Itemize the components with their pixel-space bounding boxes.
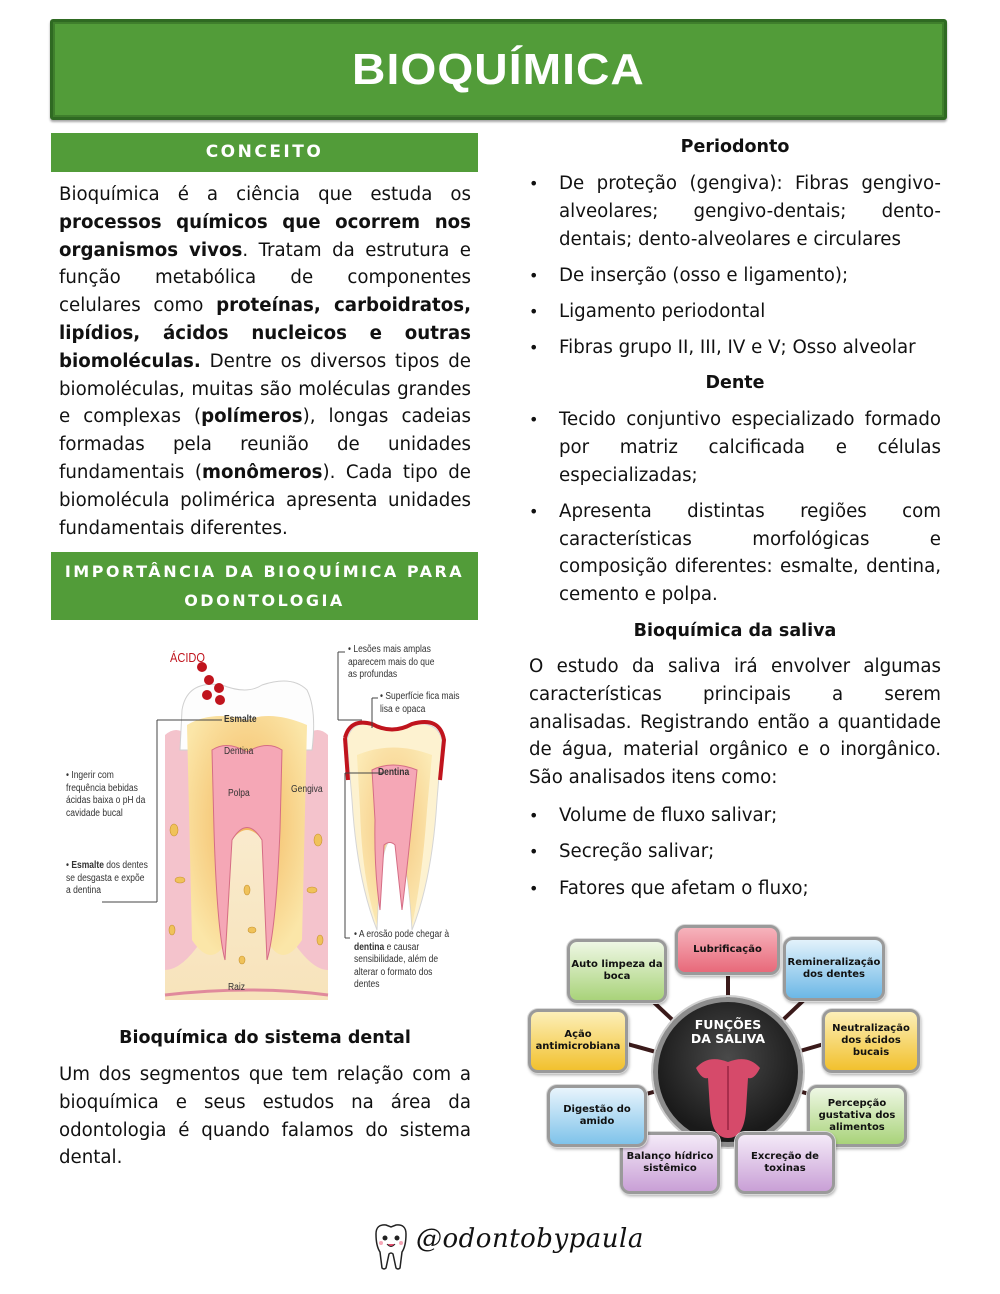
- section-header-conceito: CONCEITO: [51, 133, 478, 172]
- list-item: • Ligamento periodontal: [529, 298, 941, 326]
- section-header-line1: IMPORTÂNCIA DA BIOQUÍMICA PARA: [64, 562, 465, 581]
- conceito-segment: Dentre os diversos tipos de biomoléculas, muitas são moléculas grandes e complexas (: [59, 350, 471, 428]
- function-box-digestao: Digestão do amido: [547, 1085, 647, 1147]
- saliva-functions-diagram: [525, 925, 925, 1197]
- heading-dente: Dente: [705, 373, 765, 393]
- dente-list: [529, 406, 941, 618]
- conceito-segment: proteínas, carboidratos, lipídios, ácidos nucleicos e outras biomoléculas.: [59, 295, 471, 372]
- function-box-remineralizacao: Remineralização dos dentes: [783, 937, 885, 1001]
- saliva-paragraph: O estudo da saliva irá envolver algumas características principais a serem analisadas. Registrando então a quantidade de água, material orgânico e o inorgânico. São analisados itens como:: [529, 656, 941, 789]
- annotation-lesoes: • Lesões mais amplas aparecem mais do que as profundas: [348, 644, 435, 680]
- function-box-balanco: Balanço hídrico sistêmico: [620, 1132, 720, 1194]
- function-box-lubrificacao: Lubrificação: [675, 925, 780, 975]
- function-box-autolimpeza: Auto limpeza da boca: [567, 939, 667, 1003]
- list-item: • De inserção (osso e ligamento);: [529, 262, 941, 290]
- hub-title-line2: DA SALIVA: [690, 1031, 766, 1046]
- list-item: • Secreção salivar;: [529, 838, 941, 866]
- annotation-erosao: [354, 929, 454, 992]
- function-box-excrecao: Excreção de toxinas: [735, 1132, 835, 1194]
- conceito-segment: ). Cada tipo de biomolécula polimérica apresenta unidades fundamentais diferentes.: [59, 461, 471, 539]
- footer-brand: [368, 1218, 644, 1278]
- acid-label: ÁCIDO: [170, 650, 205, 665]
- heading-saliva: Bioquímica da saliva: [633, 621, 837, 641]
- annotation-superficie: • Superfície fica mais lisa e opaca: [380, 691, 460, 715]
- periodonto-list: [529, 170, 941, 371]
- hub-title-line1: FUNÇÕES: [694, 1017, 762, 1032]
- saliva-hub: [653, 997, 803, 1147]
- conceito-segment: monômeros: [202, 461, 323, 483]
- section-header-importancia: [51, 552, 478, 620]
- enamel-label: Esmalte: [224, 714, 257, 725]
- instagram-handle: @odontobypaula: [416, 1224, 644, 1254]
- saliva-list: [529, 802, 941, 911]
- annotation-erosao-bold: dentina: [354, 941, 385, 953]
- list-item: • Fibras grupo II, III, IV e V; Osso alveolar: [529, 334, 941, 362]
- conceito-segment: polímeros: [201, 406, 303, 428]
- heading-sistema-dental: Bioquímica do sistema dental: [119, 1028, 411, 1048]
- annotation-erosao-rest: e causar sensibilidade, além de alterar o formato dos dentes: [354, 941, 439, 990]
- conceito-segment: Bioquímica é a ciência que estuda os: [59, 184, 471, 205]
- hub-title: [658, 1018, 798, 1046]
- pulp-label: Polpa: [228, 788, 250, 799]
- annotation-esmalte-rest: dos dentes se desgasta e expõe a dentina: [66, 860, 148, 896]
- annotation-erosao-pre: • A erosão pode chegar à: [354, 929, 450, 940]
- list-item: • Tecido conjuntivo especializado formado por matriz calcificada e células especializadas;: [529, 406, 941, 489]
- function-box-antimicrobiana: Ação antimicrobiana: [528, 1009, 628, 1073]
- dentin-label: Dentina: [224, 746, 254, 757]
- section-header-line2: ODONTOLOGIA: [184, 591, 345, 610]
- annotation-esmalte: • Esmalte dos dentes se desgasta e expõe a dentina: [66, 860, 148, 896]
- conceito-segment: ), longas cadeias formadas pela reunião de unidades fundamentais (: [59, 406, 471, 483]
- heading-periodonto: Periodonto: [680, 137, 790, 157]
- function-box-neutralizacao: Neutralização dos ácidos bucais: [822, 1009, 920, 1073]
- tooth-mascot-icon: [370, 1222, 412, 1272]
- conceito-segment: . Tratam da estrutura e função metabólica de componentes celulares como: [59, 239, 471, 317]
- root-label: Raiz: [228, 982, 246, 993]
- function-box-percepcao: Percepção gustativa dos alimentos: [807, 1085, 907, 1147]
- tongue-icon: [688, 1050, 768, 1140]
- conceito-paragraph: [59, 181, 471, 542]
- list-item: • De proteção (gengiva): Fibras gengivo-alveolares; gengivo-dentais; dento-dentais; dento-alveolares e circulares: [529, 170, 941, 253]
- annotation-ingerir: • Ingerir com frequência bebidas ácidas baixa o pH da cavidade bucal: [66, 770, 146, 819]
- sistema-dental-paragraph: Um dos segmentos que tem relação com a bioquímica e seus estudos na área da odontologia é quando falamos do sistema dental.: [59, 1064, 471, 1169]
- list-item: • Apresenta distintas regiões com características morfológicas e composição diferentes: esmalte, dentina, cemento e polpa.: [529, 498, 941, 609]
- conceito-segment: processos químicos que ocorrem nos organismos vivos: [59, 211, 471, 261]
- tooth-erosion-illustration: [62, 640, 462, 1005]
- list-item: • Fatores que afetam o fluxo;: [529, 875, 941, 903]
- annotation-esmalte-bold: Esmalte: [71, 860, 104, 871]
- title-banner: [50, 19, 947, 120]
- list-item: • Volume de fluxo salivar;: [529, 802, 941, 830]
- page-title: BIOQUÍMICA: [352, 44, 645, 94]
- dentin-right-label: Dentina: [378, 767, 410, 778]
- gum-label: Gengiva: [291, 784, 323, 795]
